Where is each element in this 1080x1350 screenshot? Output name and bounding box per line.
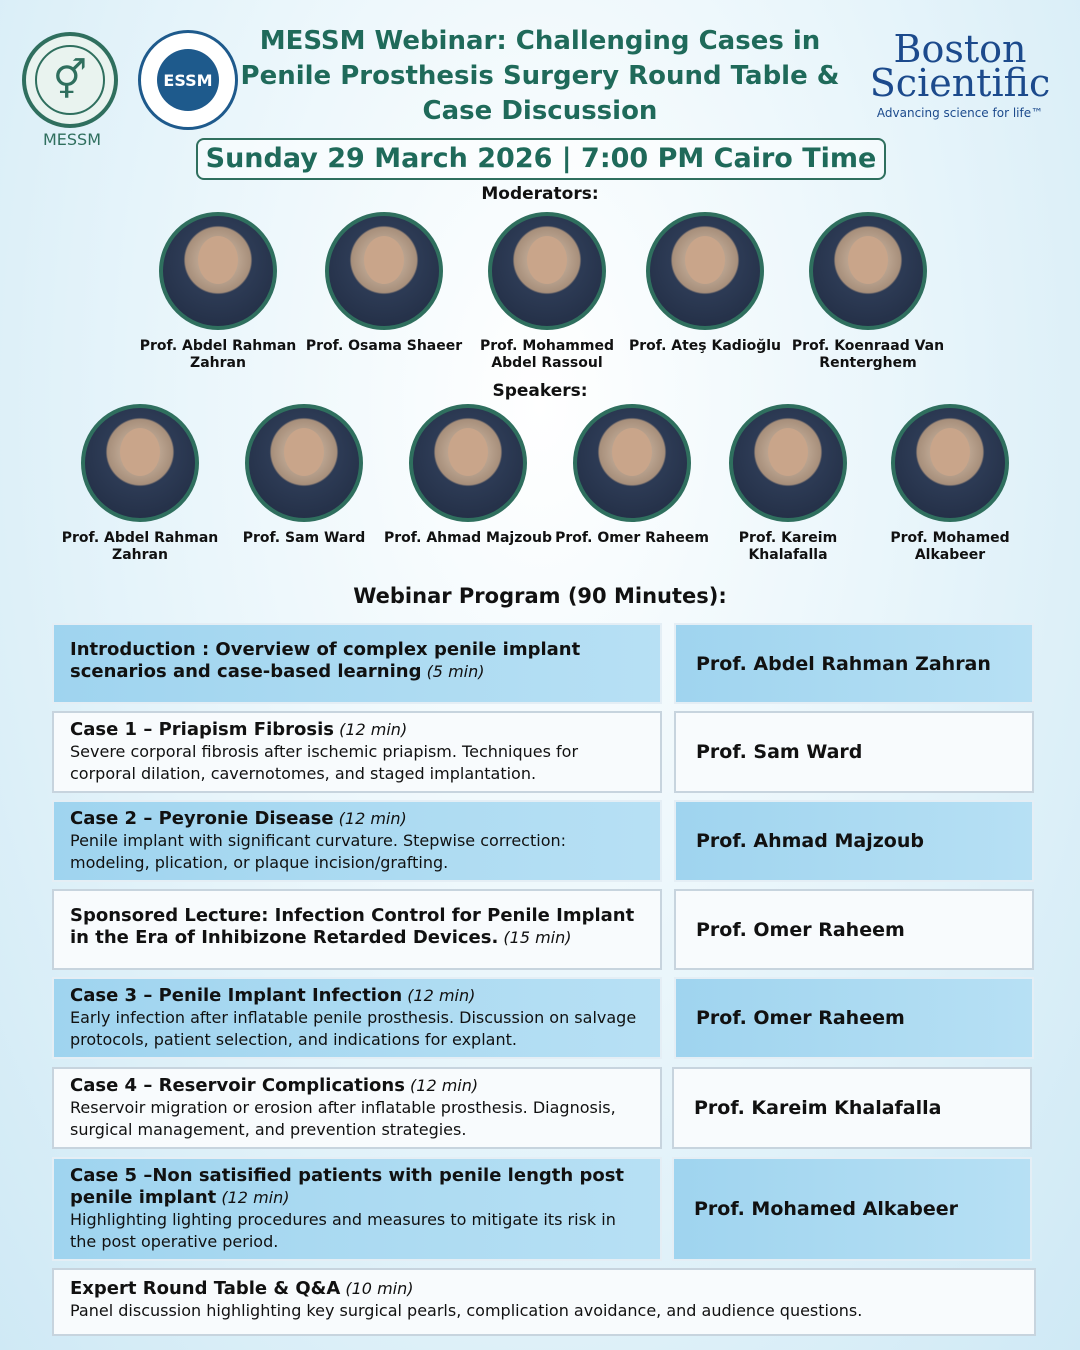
- avatar: [646, 212, 764, 330]
- speaker-card: [865, 404, 1035, 564]
- moderator-card: [620, 212, 790, 355]
- program-row-case1: [52, 711, 662, 793]
- session-duration: (12 min): [221, 1188, 290, 1207]
- program-row-sponsored: [52, 889, 662, 970]
- avatar: [488, 212, 606, 330]
- session-description: Penile implant with significant curvature. Stepwise correction: modeling, plication, or plaque incision/grafting.: [70, 831, 567, 872]
- essm-logo-text: ESSM: [157, 49, 219, 111]
- avatar: [573, 404, 691, 522]
- session-title: Sponsored Lecture: Infection Control for Penile Implant in the Era of Inhibizone Retarded Devices.: [70, 905, 635, 948]
- page-title: MESSM Webinar: Challenging Cases in Penile Prosthesis Surgery Round Table & Case Discussion: [240, 26, 840, 126]
- session-duration: (12 min): [338, 809, 407, 828]
- session-duration: (15 min): [503, 928, 572, 947]
- moderator-name: Prof. Osama Shaeer: [305, 338, 463, 354]
- session-speaker: Prof. Omer Raheem: [674, 889, 1034, 970]
- speaker-card: [55, 404, 225, 564]
- avatar: [245, 404, 363, 522]
- session-duration: (10 min): [345, 1279, 414, 1298]
- session-title: Case 1 – Priapism Fibrosis: [70, 719, 334, 740]
- moderators-heading: Moderators:: [481, 184, 599, 204]
- speaker-name: Prof. Kareim Khalafalla: [738, 530, 838, 563]
- session-description: Reservoir migration or erosion after inflatable prosthesis. Diagnosis, surgical management, and prevention strategies.: [70, 1098, 616, 1139]
- session-description: Panel discussion highlighting key surgical pearls, complication avoidance, and audience questions.: [70, 1301, 863, 1320]
- avatar: [891, 404, 1009, 522]
- speaker-name: Prof. Omer Raheem: [555, 530, 709, 546]
- avatar: [159, 212, 277, 330]
- sponsor-logo: [860, 27, 1060, 120]
- avatar: [409, 404, 527, 522]
- program-heading: Webinar Program (90 Minutes):: [353, 584, 727, 608]
- session-description: Early infection after inflatable penile prosthesis. Discussion on salvage protocols, patient selection, and indications for explant.: [70, 1008, 637, 1049]
- speaker-card: [219, 404, 389, 547]
- session-speaker: Prof. Mohamed Alkabeer: [672, 1157, 1032, 1261]
- session-speaker: Prof. Kareim Khalafalla: [672, 1067, 1032, 1149]
- session-duration: (12 min): [410, 1076, 479, 1095]
- avatar: [325, 212, 443, 330]
- session-duration: (12 min): [407, 986, 476, 1005]
- session-title: Case 5 –Non satisified patients with penile length post penile implant: [70, 1165, 625, 1208]
- program-row-case5: [52, 1157, 662, 1261]
- session-title: Case 3 – Penile Implant Infection: [70, 985, 403, 1006]
- sponsor-name-line2: Scientific: [869, 61, 1051, 105]
- speaker-card: [383, 404, 553, 547]
- speaker-card: [703, 404, 873, 564]
- moderator-name: Prof. Ateş Kadioğlu: [628, 338, 782, 354]
- date-time-banner: Sunday 29 March 2026 | 7:00 PM Cairo Time: [196, 138, 886, 180]
- essm-logo: [138, 30, 238, 130]
- speaker-name: Prof. Abdel Rahman Zahran: [61, 530, 219, 563]
- avatar: [81, 404, 199, 522]
- session-speaker: Prof. Sam Ward: [674, 711, 1034, 793]
- avatar: [809, 212, 927, 330]
- gender-symbol-icon: ⚥: [35, 45, 105, 115]
- session-duration: (12 min): [339, 720, 408, 739]
- session-title: Case 4 – Reservoir Complications: [70, 1075, 405, 1096]
- messm-logo: [22, 32, 118, 128]
- speakers-heading: Speakers:: [492, 381, 588, 401]
- program-row-case2: [52, 800, 662, 882]
- avatar: [729, 404, 847, 522]
- session-title: Expert Round Table & Q&A: [70, 1278, 341, 1299]
- moderator-name: Prof. Mohammed Abdel Rassoul: [480, 338, 614, 371]
- sponsor-name-line1: Boston: [893, 27, 1027, 71]
- moderator-card: [462, 212, 632, 372]
- program-row-case4: [52, 1067, 662, 1149]
- session-description: Highlighting lighting procedures and measures to mitigate its risk in the post operative period.: [70, 1210, 616, 1251]
- session-duration: (5 min): [426, 662, 485, 681]
- session-speaker: Prof. Ahmad Majzoub: [674, 800, 1034, 882]
- speaker-name: Prof. Sam Ward: [242, 530, 366, 546]
- messm-logo-label: MESSM: [42, 130, 102, 149]
- session-title: Introduction : Overview of complex penile implant scenarios and case-based learning: [70, 639, 581, 682]
- session-speaker: Prof. Abdel Rahman Zahran: [674, 623, 1034, 704]
- moderator-card: [133, 212, 303, 372]
- sponsor-tagline: Advancing science for life™: [876, 106, 1044, 120]
- moderator-card: [299, 212, 469, 355]
- speaker-name: Prof. Ahmad Majzoub: [384, 530, 552, 546]
- moderator-card: [778, 212, 958, 372]
- speaker-card: [547, 404, 717, 547]
- session-speaker: Prof. Omer Raheem: [674, 977, 1034, 1059]
- session-description: Severe corporal fibrosis after ischemic priapism. Techniques for corporal dilation, cavernotomes, and staged implantation.: [70, 742, 579, 783]
- program-row-roundtable: [52, 1268, 1036, 1336]
- speaker-name: Prof. Mohamed Alkabeer: [890, 530, 1010, 563]
- moderator-name: Prof. Koenraad Van Renterghem: [791, 338, 945, 371]
- moderator-name: Prof. Abdel Rahman Zahran: [139, 338, 297, 371]
- session-title: Case 2 – Peyronie Disease: [70, 808, 334, 829]
- program-row-case3: [52, 977, 662, 1059]
- program-row-intro: [52, 623, 662, 704]
